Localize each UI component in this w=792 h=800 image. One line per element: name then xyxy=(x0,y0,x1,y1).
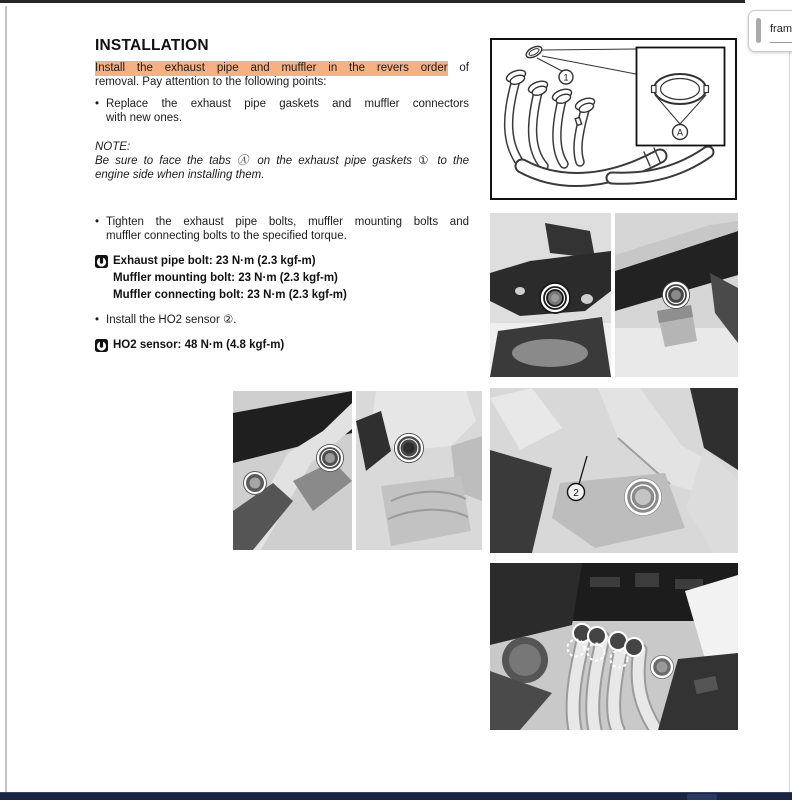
note-block xyxy=(95,140,469,182)
bullet-icon: • xyxy=(95,98,100,110)
bullet-replace-line1: Replace the exhaust pipe gaskets and muffler connectors xyxy=(106,98,469,110)
label-circled-A: A xyxy=(676,127,684,138)
bullet-tighten-line2: muffler connecting bolts to the specified torque. xyxy=(106,230,347,242)
intro-line1-rest: of xyxy=(459,62,469,74)
torque-wrench-icon xyxy=(95,339,108,352)
intro-paragraph xyxy=(95,61,469,89)
photo-exhaust-bolts-frame xyxy=(233,391,352,550)
tooltip-label: fram xyxy=(770,23,792,35)
top-border-rule xyxy=(0,0,745,3)
torque-spec-ho2 xyxy=(95,337,469,354)
spec-muffler-connecting-bolt: Muffler connecting bolt: 23 N·m (2.3 kgf-m) xyxy=(113,289,347,301)
bullet-icon: • xyxy=(95,216,100,228)
photo-ho2-sensor xyxy=(490,388,738,553)
intro-line2: removal. Pay attention to the following points: xyxy=(95,76,327,88)
photo-muffler-mounting-bolt-right xyxy=(615,213,738,377)
spec-muffler-mounting-bolt: Muffler mounting bolt: 23 N·m (2.3 kgf-m) xyxy=(113,272,338,284)
page-title: INSTALLATION xyxy=(95,37,209,54)
gasket-inset-box xyxy=(637,48,725,146)
frame-tooltip[interactable] xyxy=(748,10,792,52)
label-circled-1: 1 xyxy=(563,72,569,83)
bullet-ho2-line1: Install the HO2 sensor ②. xyxy=(106,314,237,326)
label-circled-2: 2 xyxy=(573,488,579,499)
spec-ho2-sensor: HO2 sensor: 48 N·m (4.8 kgf-m) xyxy=(113,339,285,351)
left-border-rule xyxy=(5,6,7,800)
bullet-icon: • xyxy=(95,314,100,326)
note-line1: Be sure to face the tabs Ⓐ on the exhaust pipe gaskets ① to the xyxy=(95,155,469,167)
highlighted-text: Install the exhaust pipe and muffler in the revers order xyxy=(95,62,448,74)
note-line2: engine side when installing them. xyxy=(95,169,265,181)
photo-muffler-mounting-bolt-left xyxy=(490,213,611,377)
note-label: NOTE: xyxy=(95,141,131,153)
instruction-text-column xyxy=(95,38,469,354)
exhaust-gasket-diagram xyxy=(490,38,737,200)
photo-exhaust-bracket-bolt xyxy=(356,391,482,550)
spec-exhaust-pipe-bolt: Exhaust pipe bolt: 23 N·m (2.3 kgf-m) xyxy=(113,255,316,267)
bullet-tighten-bolts xyxy=(95,215,469,243)
bullet-tighten-line1: Tighten the exhaust pipe bolts, muffler mounting bolts and xyxy=(106,216,469,228)
bullet-replace-gaskets xyxy=(95,97,469,125)
photo-exhaust-header-bolts xyxy=(490,563,738,730)
torque-wrench-icon xyxy=(95,255,108,268)
tooltip-underline xyxy=(770,42,792,43)
bullet-install-ho2 xyxy=(95,313,469,327)
gasket-callout xyxy=(524,44,636,84)
torque-spec-exhaust xyxy=(95,253,469,304)
right-edge-rule xyxy=(789,15,790,800)
taskbar-button[interactable] xyxy=(687,794,717,800)
exhaust-pipe-line-art xyxy=(492,40,735,198)
bullet-replace-line2: with new ones. xyxy=(106,112,183,124)
taskbar xyxy=(0,792,792,800)
drag-handle-icon[interactable] xyxy=(756,18,761,43)
